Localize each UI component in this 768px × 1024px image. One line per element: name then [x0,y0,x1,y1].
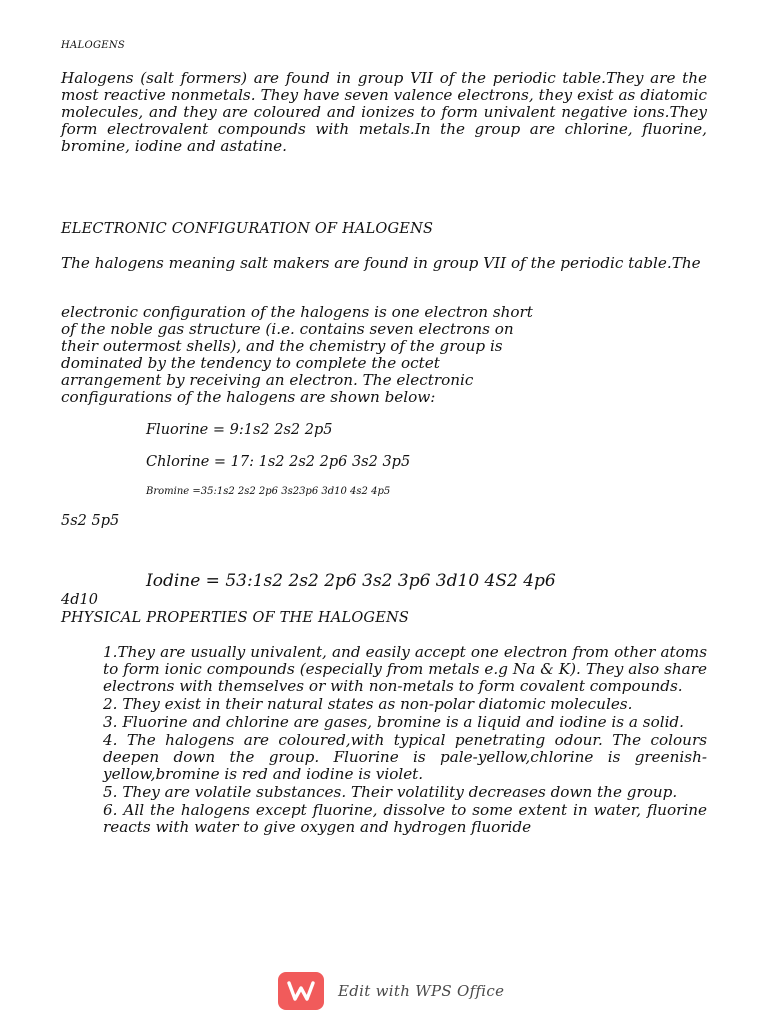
property-item: 4. The halogens are coloured,with typical penetrating odour. The colours deepen down the group. Fluorine is pale-yellow,chlorine is greenish-yellow,bromine is red and iodine is violet. [103,731,707,783]
configuration-line: configurations of the halogens are shown below: [61,388,436,406]
meaning-paragraph: The halogens meaning salt makers are found in group VII of the periodic table.The [61,254,701,272]
config-bromine: Bromine =35:1s2 2s2 2p6 3s23p6 3d10 4s2 4p5 [146,486,391,497]
config-iodine-continuation: 4d10 [61,592,98,608]
property-item: 6. All the halogens except fluorine, dissolve to some extent in water, fluorine reacts with water to give oxygen and hydrogen fluoride [103,801,707,836]
config-fluorine: Fluorine = 9:1s2 2s2 2p5 [146,422,333,438]
wps-footer-text[interactable]: Edit with WPS Office [338,982,505,1000]
intro-paragraph: Halogens (salt formers) are found in group VII of the periodic table.They are the most reactive nonmetals. They have seven valence electrons, they exist as diatomic molecules, and they are coloured and ionizes to form univalent negative ions.They form electrovalent compounds with metals.In the group are chlorine, fluorine, bromine, iodine and astatine. [61,69,707,155]
config-iodine: Iodine = 53:1s2 2s2 2p6 3s2 3p6 3d10 4S2 4p6 [146,571,556,591]
configuration-paragraph [61,304,533,406]
property-item: 1.They are usually univalent, and easily accept one electron from other atoms to form ionic compounds (especially from metals e.g Na & K). They also share electrons with themselves or with non-metals to form covalent compounds. [103,643,707,695]
wps-logo-icon[interactable] [278,972,324,1010]
configuration-line: their outermost shells), and the chemistry of the group is [61,337,503,355]
wps-footer[interactable] [278,972,504,1010]
property-item: 2. They exist in their natural states as non-polar diatomic molecules. [103,695,633,713]
document-small-title: HALOGENS [61,40,126,51]
configuration-line: arrangement by receiving an electron. The electronic [61,371,474,389]
configuration-line: electronic configuration of the halogens is one electron short [61,303,533,321]
config-chlorine: Chlorine = 17: 1s2 2s2 2p6 3s2 3p5 [146,454,411,470]
heading-electronic-configuration: ELECTRONIC CONFIGURATION OF HALOGENS [61,221,434,237]
configuration-line: of the noble gas structure (i.e. contains seven electrons on [61,320,514,338]
configuration-line: dominated by the tendency to complete the octet [61,354,440,372]
properties-list [103,644,707,837]
config-bromine-continuation: 5s2 5p5 [61,513,120,529]
heading-physical-properties: PHYSICAL PROPERTIES OF THE HALOGENS [61,610,410,626]
property-item: 3. Fluorine and chlorine are gases, bromine is a liquid and iodine is a solid. [103,713,684,731]
property-item: 5. They are volatile substances. Their volatility decreases down the group. [103,783,678,801]
